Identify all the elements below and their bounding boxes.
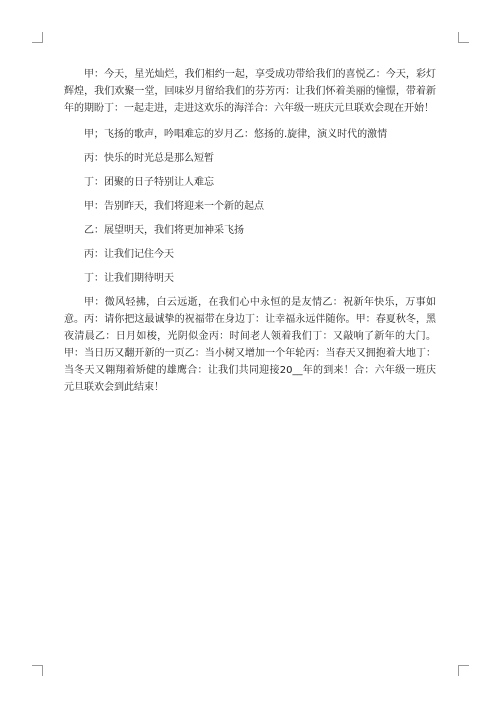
crop-mark-top-right xyxy=(458,32,469,43)
paragraph-line: 丁：团聚的日子特别让人难忘 xyxy=(84,177,214,188)
document-body xyxy=(64,66,436,405)
paragraph-line: 甲：告别昨天，我们将迎来一个新的起点 xyxy=(84,201,264,212)
paragraph-line: 乙：展望明天，我们将更加神采飞扬 xyxy=(84,225,244,236)
paragraph-line: 丙：让我们记住今天 xyxy=(84,249,174,260)
paragraph-line: 丙：快乐的时光总是那么短暂 xyxy=(84,153,214,164)
paragraph-closing: 甲：微风轻拂，白云远逝，在我们心中永恒的是友情乙：祝新年快乐，万事如意。丙：请你把这最诚挚的祝福带在身边丁：让幸福永远伴随你。甲：春夏秋冬，黑夜清晨乙：日月如梭，光阴似金丙：时间老人领着我们丁：又敲响了新年的大门。甲：当日历又翻开新的一页乙：当小树又增加一个年轮丙：当春天又拥抱着大地丁：当冬天又翱翔着矫健的雄鹰合：让我们共同迎接20__年的到来！合：六年级一班庆元旦联欢会到此结束！ xyxy=(64,297,436,393)
crop-mark-bottom-right xyxy=(458,665,469,676)
paragraph-line: 甲；飞扬的歌声，吟唱难忘的岁月乙：悠扬的.旋律，演义时代的激情 xyxy=(84,129,388,140)
crop-mark-bottom-left xyxy=(32,665,43,676)
paragraph-line: 丁：让我们期待明天 xyxy=(84,273,174,284)
paragraph-opening: 甲：今天，星光灿烂，我们相约一起，享受成功带给我们的喜悦乙：今天，彩灯辉煌，我们欢聚一堂，回味岁月留给我们的芬芳丙：让我们怀着美丽的憧憬，带着新年的期盼丁：一起走进，走进这欢乐的海洋合：六年级一班庆元旦联欢会现在开始！ xyxy=(64,69,436,114)
crop-mark-top-left xyxy=(32,32,43,43)
